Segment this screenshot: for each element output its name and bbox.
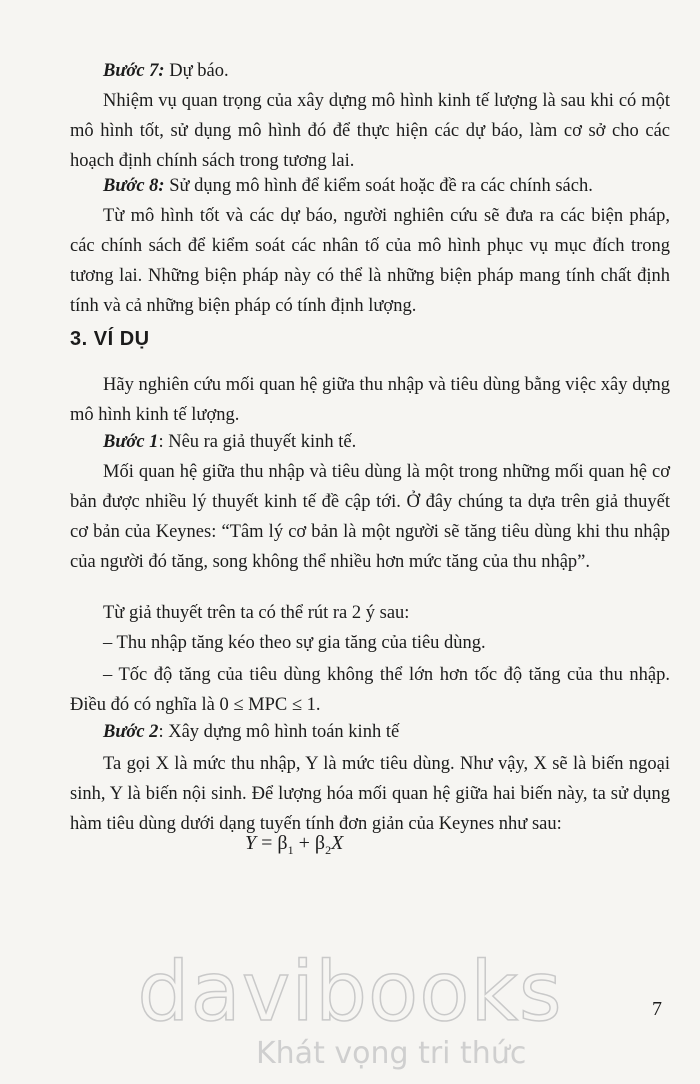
step-8-line bbox=[70, 171, 670, 201]
step-text: : Nêu ra giả thuyết kinh tế. bbox=[158, 432, 357, 452]
step-2-line bbox=[70, 717, 670, 747]
formula-lhs: Y bbox=[245, 832, 257, 854]
paragraph-hypothesis: Từ giả thuyết trên ta có thể rút ra 2 ý sau: bbox=[103, 603, 410, 623]
step-text: : Xây dựng mô hình toán kinh tế bbox=[158, 722, 400, 742]
step-text: Sử dụng mô hình để kiểm soát hoặc đề ra các chính sách. bbox=[164, 176, 593, 196]
paragraph-forecast: Nhiệm vụ quan trọng của xây dựng mô hình kinh tế lượng là sau khi có một mô hình tốt, sử dụng mô hình đó để thực hiện các dự báo, làm cơ sở cho các hoạch định chính sách trong tương lai. bbox=[70, 91, 670, 171]
paragraph-intro: Hãy nghiên cứu mối quan hệ giữa thu nhập và tiêu dùng bằng việc xây dựng mô hình kinh tế lượng. bbox=[70, 375, 670, 425]
step-1-line bbox=[70, 427, 670, 457]
formula-equals: = bbox=[256, 832, 278, 854]
watermark-tagline: Khát vọng tri thức bbox=[256, 1036, 527, 1071]
paragraph-model: Ta gọi X là mức thu nhập, Y là mức tiêu dùng. Như vậy, X sẽ là biến ngoại sinh, Y là biến nội sinh. Để lượng hóa mối quan hệ giữa hai biến này, ta sử dụng hàm tiêu dùng dưới dạng tuyến tính đơn giản của Keynes như sau: bbox=[70, 754, 670, 834]
step-label: Bước 7: bbox=[103, 61, 165, 81]
beta-2-subscript: 2 bbox=[325, 843, 332, 857]
step-label: Bước 2 bbox=[103, 722, 159, 742]
beta-1-subscript: 1 bbox=[287, 843, 294, 857]
beta-2: β bbox=[314, 832, 326, 854]
paragraph-keynes: Mối quan hệ giữa thu nhập và tiêu dùng là một trong những mối quan hệ cơ bản được nhiều lý thuyết kinh tế đề cập tới. Ở đây chúng ta dựa trên giả thuyết cơ bản của Keynes: “Tâm lý cơ bản là một người sẽ tăng tiêu dùng khi thu nhập của người đó tăng, song không thể nhiều hơn mức tăng của thu nhập”. bbox=[70, 462, 670, 572]
bullet-1: – Thu nhập tăng kéo theo sự gia tăng của tiêu dùng. bbox=[103, 633, 486, 653]
consumption-formula bbox=[245, 832, 343, 858]
watermark-logo: davibooks bbox=[137, 945, 563, 1040]
beta-1: β bbox=[277, 832, 288, 854]
section-heading: 3. VÍ DỤ bbox=[70, 328, 150, 350]
formula-x: X bbox=[331, 832, 344, 854]
step-label: Bước 1 bbox=[103, 432, 159, 452]
formula-plus: + bbox=[293, 832, 315, 854]
page-number: 7 bbox=[652, 998, 662, 1020]
step-text: Dự báo. bbox=[164, 61, 229, 81]
paragraph-policy: Từ mô hình tốt và các dự báo, người nghiên cứu sẽ đưa ra các biện pháp, các chính sách để kiểm soát các nhân tố của mô hình phục vụ mục đích trong tương lai. Những biện pháp này có thể là những biện pháp mang tính chất định tính và cả những biện pháp có tính định lượng. bbox=[70, 206, 670, 316]
step-label: Bước 8: bbox=[103, 176, 165, 196]
step-7-line bbox=[70, 56, 670, 86]
bullet-2: – Tốc độ tăng của tiêu dùng không thể lớn hơn tốc độ tăng của thu nhập. Điều đó có nghĩa là 0 ≤ MPC ≤ 1. bbox=[70, 665, 670, 715]
